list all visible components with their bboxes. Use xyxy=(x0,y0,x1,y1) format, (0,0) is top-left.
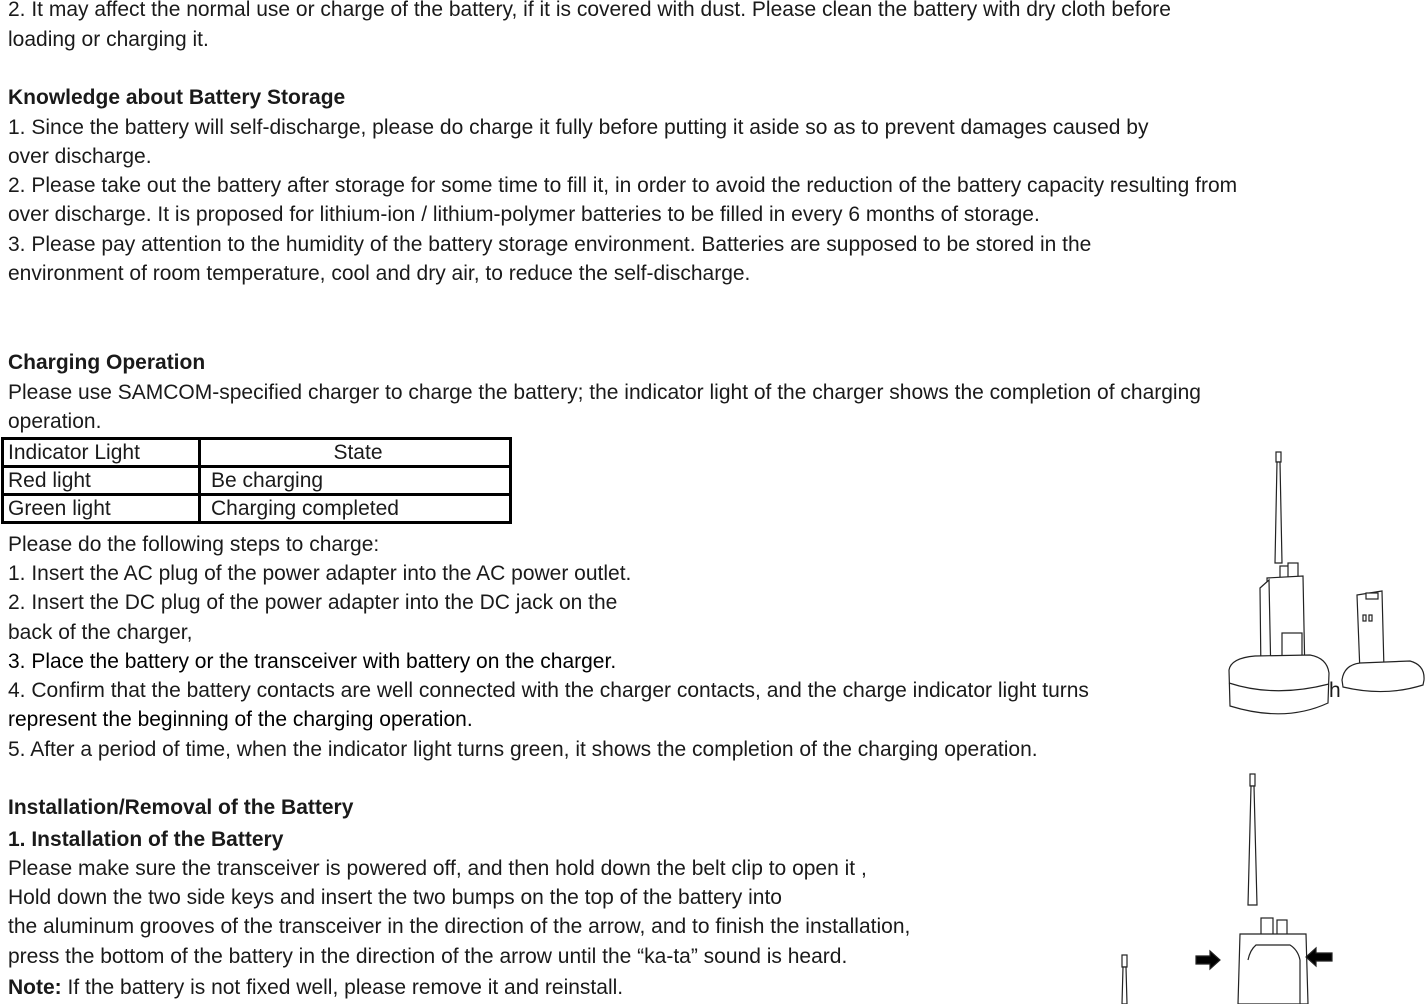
paragraph-line: Please use SAMCOM-specified charger to charge the battery; the indicator light of the charger shows the completion of charging xyxy=(8,381,1201,404)
note-line xyxy=(8,975,623,1001)
paragraph-line: 5. After a period of time, when the indicator light turns green, it shows the completion of the charging operation. xyxy=(8,738,1038,761)
subheading-installation: 1. Installation of the Battery xyxy=(8,828,284,851)
table-cell: Charging completed xyxy=(200,495,511,523)
paragraph-line: Hold down the two side keys and insert the two bumps on the top of the battery into xyxy=(8,886,782,909)
table-row xyxy=(3,467,511,495)
paragraph-line: loading or charging it. xyxy=(8,28,209,51)
radio-on-charger-illustration xyxy=(1225,448,1330,723)
paragraph-line: 3. Please pay attention to the humidity of the battery storage environment. Batteries are supposed to be stored in the xyxy=(8,233,1092,256)
table-row xyxy=(3,495,511,523)
paragraph-line: represent the beginning of the charging operation. xyxy=(8,708,473,731)
paragraph-line: over discharge. It is proposed for lithium-ion / lithium-polymer batteries to be filled in every 6 months of storage. xyxy=(8,203,1040,226)
paragraph-line: Please do the following steps to charge: xyxy=(8,533,380,556)
note-text: If the battery is not fixed well, please remove it and reinstall. xyxy=(61,976,624,999)
table-cell: Be charging xyxy=(200,467,511,495)
paragraph-line: 3. Place the battery or the transceiver with battery on the charger. xyxy=(8,650,617,673)
table-cell: Red light xyxy=(3,467,200,495)
battery-on-charger-illustration xyxy=(1340,585,1426,700)
paragraph-line: the aluminum grooves of the transceiver in the direction of the arrow, and to finish the installation, xyxy=(8,915,911,938)
note-label: Note: xyxy=(8,976,62,999)
paragraph-line: 1. Since the battery will self-discharge, please do charge it fully before putting it aside so as to prevent damages caused by xyxy=(8,116,1149,139)
heading-storage: Knowledge about Battery Storage xyxy=(8,86,346,109)
table-header: State xyxy=(200,439,511,467)
heading-installation: Installation/Removal of the Battery xyxy=(8,796,354,819)
table-cell: Green light xyxy=(3,495,200,523)
table-header-row xyxy=(3,439,511,467)
paragraph-line: Please make sure the transceiver is powered off, and then hold down the belt clip to open it , xyxy=(8,857,867,880)
paragraph-line: environment of room temperature, cool and dry air, to reduce the self-discharge. xyxy=(8,262,751,285)
paragraph-line: operation. xyxy=(8,410,102,433)
paragraph-line: 1. Insert the AC plug of the power adapter into the AC power outlet. xyxy=(8,562,632,585)
paragraph-line: 2. It may affect the normal use or charge of the battery, if it is covered with dust. Please clean the battery with dry cloth before xyxy=(8,0,1171,21)
paragraph-line: over discharge. xyxy=(8,145,152,168)
paragraph-line: 2. Insert the DC plug of the power adapter into the DC jack on the xyxy=(8,591,618,614)
paragraph-line: 2. Please take out the battery after storage for some time to fill it, in order to avoid the reduction of the battery capacity resulting from xyxy=(8,174,1238,197)
paragraph-line: back of the charger, xyxy=(8,621,193,644)
table-header: Indicator Light xyxy=(3,439,200,467)
heading-charging: Charging Operation xyxy=(8,351,206,374)
paragraph-line: 4. Confirm that the battery contacts are well connected with the charger contacts, and the charge indicator light turns xyxy=(8,679,1089,702)
indicator-table xyxy=(1,437,512,524)
battery-installation-illustration xyxy=(1110,770,1340,1004)
paragraph-fragment: h xyxy=(1329,679,1341,702)
paragraph-line: press the bottom of the battery in the direction of the arrow until the “ka-ta” sound is heard. xyxy=(8,945,848,968)
